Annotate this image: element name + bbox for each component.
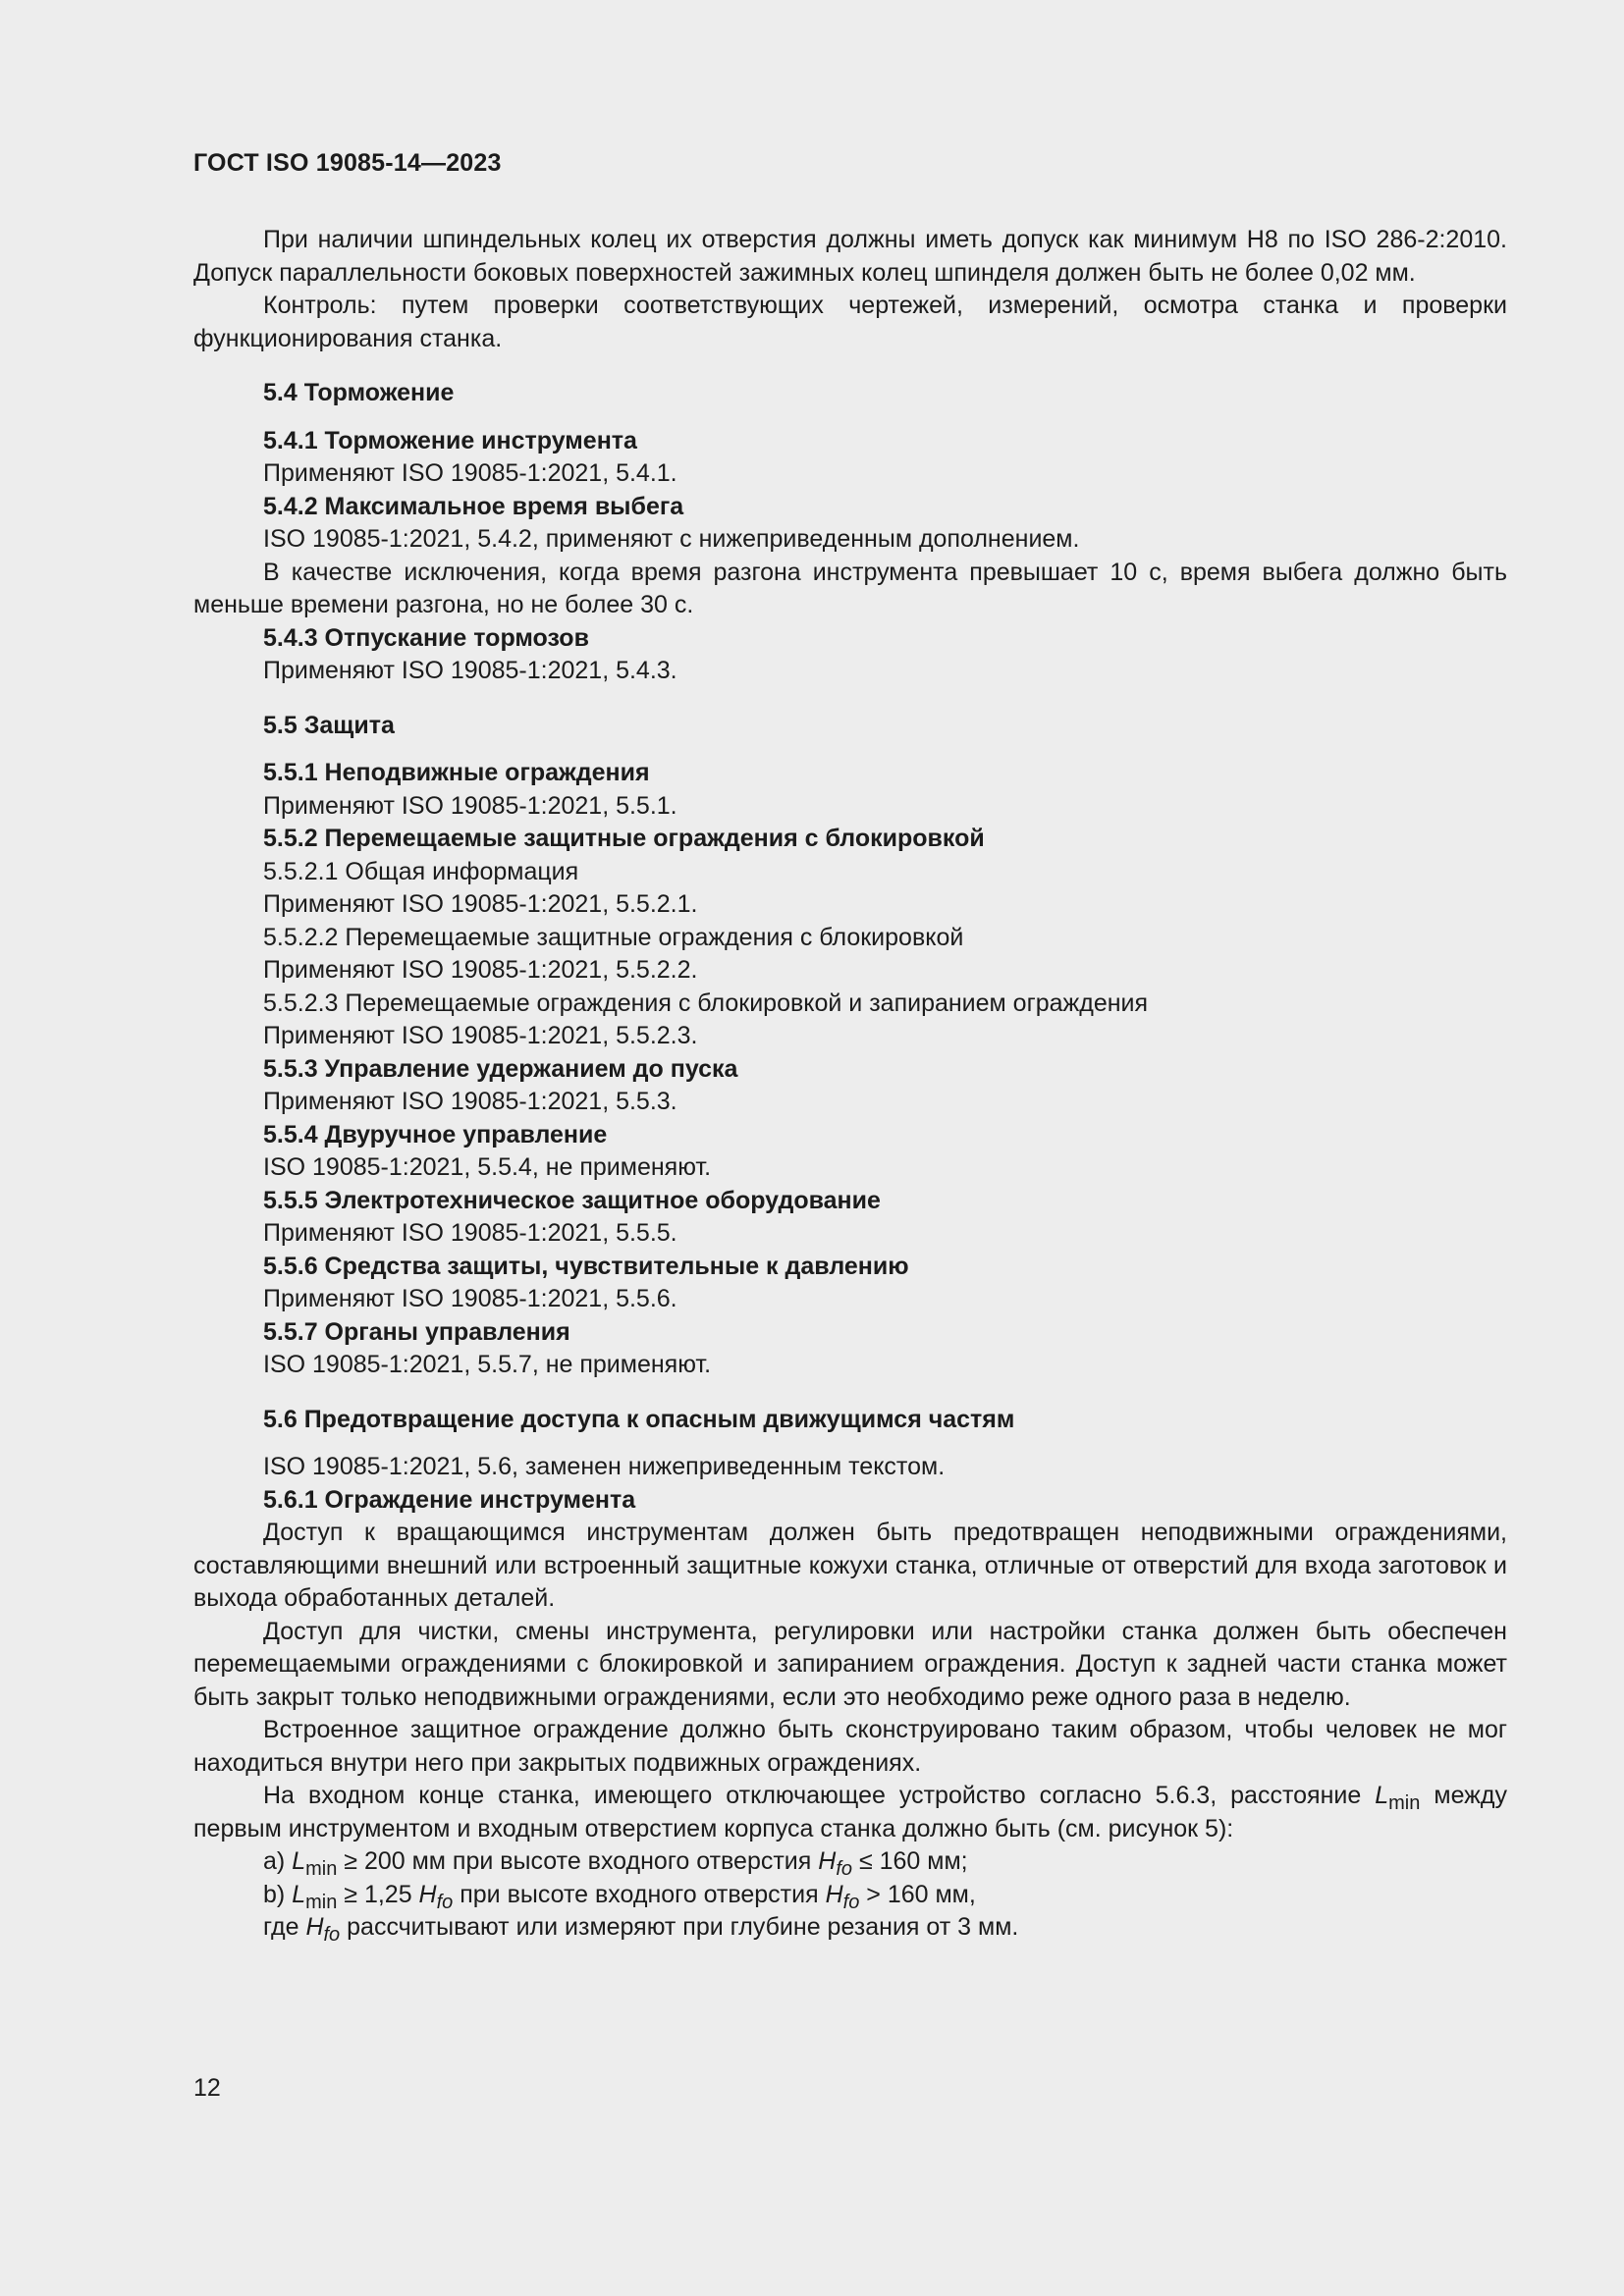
subsubsection-heading: 5.5.2.2 Перемещаемые защитные ограждения с блокировкой bbox=[263, 923, 964, 951]
page-number: 12 bbox=[193, 2074, 221, 2102]
text-run: ≥ 1,25 bbox=[337, 1880, 419, 1908]
text-run: > 160 мм, bbox=[859, 1880, 976, 1908]
text-run: ≤ 160 мм; bbox=[852, 1847, 968, 1875]
subscript-fo: fo bbox=[436, 1891, 454, 1913]
subscript-min: min bbox=[1388, 1792, 1421, 1814]
subscript-min: min bbox=[305, 1858, 338, 1880]
text-run: рассчитывают или измеряют при глубине резания от 3 мм. bbox=[340, 1913, 1019, 1941]
paragraph: ISO 19085-1:2021, 5.6, заменен нижеприведенным текстом. bbox=[263, 1453, 946, 1480]
list-marker: b) bbox=[263, 1880, 293, 1908]
text-run: между первым инструментом и входным отверстием корпуса станка должно быть (см. рисунок 5): bbox=[193, 1782, 1507, 1842]
paragraph: Применяют ISO 19085-1:2021, 5.4.1. bbox=[263, 459, 677, 487]
paragraph: При наличии шпиндельных колец их отверстия должны иметь допуск как минимум H8 по ISO 286-2:2010. Допуск параллельности боковых поверхностей зажимных колец шпинделя должен быть не более 0,02 мм. bbox=[193, 226, 1507, 287]
section-heading: 5.5 Защита bbox=[263, 711, 395, 739]
subscript-fo: fo bbox=[323, 1924, 341, 1946]
section-heading: 5.4 Торможение bbox=[263, 379, 455, 406]
section-heading: 5.6 Предотвращение доступа к опасным движущимся частям bbox=[263, 1405, 1015, 1433]
text-run: где bbox=[263, 1913, 306, 1941]
symbol-h: H bbox=[825, 1880, 843, 1908]
subsection-heading: 5.5.4 Двуручное управление bbox=[263, 1120, 608, 1148]
subsubsection-heading: 5.5.2.3 Перемещаемые ограждения с блокировкой и запиранием ограждения bbox=[263, 988, 1149, 1017]
subsection-heading: 5.5.2 Перемещаемые защитные ограждения с блокировкой bbox=[263, 825, 985, 852]
paragraph: ISO 19085-1:2021, 5.4.2, применяют с нижеприведенным дополнением. bbox=[263, 525, 1080, 553]
text-run: при высоте входного отверстия bbox=[453, 1880, 826, 1908]
subsection-heading: 5.4.3 Отпускание тормозов bbox=[263, 623, 589, 652]
paragraph: Доступ к вращающимся инструментам должен быть предотвращен неподвижными ограждениями, составляющими внешний или встроенный защитные кожухи станка, отличные от отверстий для входа заготовок и выхода обработанных деталей. bbox=[193, 1519, 1507, 1612]
paragraph: Применяют ISO 19085-1:2021, 5.5.5. bbox=[263, 1219, 677, 1247]
list-marker: а) bbox=[263, 1847, 293, 1875]
paragraph: ISO 19085-1:2021, 5.5.4, не применяют. bbox=[263, 1153, 712, 1181]
paragraph: ISO 19085-1:2021, 5.5.7, не применяют. bbox=[263, 1351, 712, 1378]
subscript-fo: fo bbox=[836, 1858, 853, 1880]
paragraph: Применяют ISO 19085-1:2021, 5.5.1. bbox=[263, 791, 677, 820]
paragraph: Применяют ISO 19085-1:2021, 5.5.6. bbox=[263, 1285, 677, 1312]
subsection-heading: 5.5.1 Неподвижные ограждения bbox=[263, 759, 650, 786]
paragraph: В качестве исключения, когда время разгона инструмента превышает 10 с, время выбега должно быть меньше времени разгона, но не более 30 с. bbox=[193, 558, 1507, 618]
paragraph: Контроль: путем проверки соответствующих чертежей, измерений, осмотра станка и проверки функционирования станка. bbox=[193, 292, 1507, 352]
list-item-a bbox=[193, 1845, 1507, 1879]
paragraph: Применяют ISO 19085-1:2021, 5.5.2.2. bbox=[263, 956, 698, 984]
text-run: ≥ 200 мм при высоте входного отверстия bbox=[337, 1847, 819, 1875]
paragraph: Применяют ISO 19085-1:2021, 5.5.3. bbox=[263, 1088, 677, 1115]
symbol-l: L bbox=[292, 1847, 306, 1875]
text-run: На входном конце станка, имеющего отключающее устройство согласно 5.6.3, расстояние bbox=[263, 1782, 1376, 1809]
paragraph: Доступ для чистки, смены инструмента, регулировки или настройки станка должен быть обеспечен перемещаемыми ограждениями с блокировкой и запиранием ограждения. Доступ к задней части станка может быть закрыт только неподвижными ограждениями, если это необходимо реже одного раза в неделю. bbox=[193, 1617, 1507, 1711]
list-note bbox=[193, 1911, 1507, 1945]
subsection-heading: 5.6.1 Ограждение инструмента bbox=[263, 1485, 636, 1514]
subsection-heading: 5.5.6 Средства защиты, чувствительные к давлению bbox=[263, 1252, 909, 1280]
subsection-heading: 5.4.2 Максимальное время выбега bbox=[263, 492, 684, 520]
document-header: ГОСТ ISO 19085-14—2023 bbox=[193, 149, 502, 177]
symbol-h: H bbox=[818, 1847, 837, 1875]
symbol-l: L bbox=[292, 1880, 306, 1908]
list-item-b bbox=[193, 1879, 1507, 1912]
document-body bbox=[193, 224, 1507, 1945]
subsection-heading: 5.5.7 Органы управления bbox=[263, 1317, 570, 1346]
paragraph: Применяют ISO 19085-1:2021, 5.5.2.3. bbox=[263, 1022, 698, 1049]
symbol-h: H bbox=[418, 1880, 437, 1908]
subscript-fo: fo bbox=[842, 1891, 860, 1913]
subsection-heading: 5.5.3 Управление удержанием до пуска bbox=[263, 1054, 738, 1083]
paragraph: Применяют ISO 19085-1:2021, 5.4.3. bbox=[263, 657, 677, 684]
subscript-min: min bbox=[305, 1891, 338, 1913]
symbol-h: H bbox=[305, 1913, 324, 1941]
symbol-l: L bbox=[1375, 1782, 1389, 1809]
paragraph: Применяют ISO 19085-1:2021, 5.5.2.1. bbox=[263, 890, 698, 918]
paragraph-lmin bbox=[193, 1780, 1507, 1845]
subsection-heading: 5.5.5 Электротехническое защитное оборудование bbox=[263, 1186, 881, 1214]
paragraph: Встроенное защитное ограждение должно быть сконструировано таким образом, чтобы человек не мог находиться внутри него при закрытых подвижных ограждениях. bbox=[193, 1716, 1507, 1777]
subsubsection-heading: 5.5.2.1 Общая информация bbox=[263, 857, 579, 885]
subsection-heading: 5.4.1 Торможение инструмента bbox=[263, 426, 637, 454]
